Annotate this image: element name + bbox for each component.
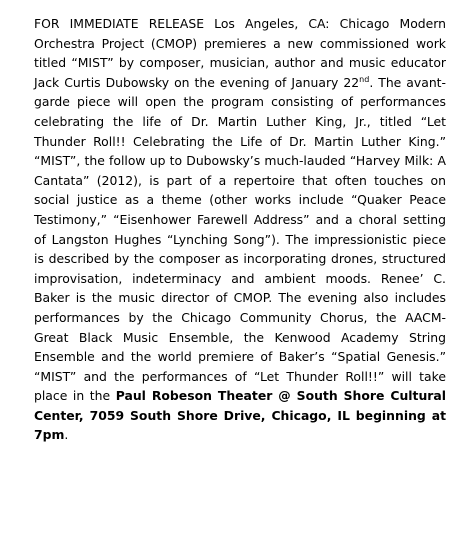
press-release-document	[34, 14, 446, 445]
date-ordinal-superscript: nd	[359, 74, 370, 84]
release-text-body: . The avant-garde piece will open the program consisting of performances celebrating the life of Dr. Martin Luther King, Jr., titled “Let Thunder Roll!! Celebrating the Life of Dr. Martin Luther King.” “MIST”, the follow up to Dubowsky’s much-lauded “Harvey Milk: A Cantata” (2012), is part of a repertoire that often touches on social justice as a theme (other works include “Quaker Peace Testimony,” “Eisenhower Farewell Address” and a choral setting of Langston Hughes “Lynching Song”). The impressionistic piece is described by the composer as incorporating drones, structured improvisation, indeterminacy and ambient moods. Renee’ C. Baker is the music director of CMOP. The evening also includes performances by the Chicago Community Chorus, the AACM-Great Black Music Ensemble, the Kenwood Academy String Ensemble and the world premiere of Baker’s “Spatial Genesis.” “MIST” and the performances of “Let Thunder Roll!!” will take place in the	[34, 74, 447, 404]
press-release-paragraph	[34, 14, 446, 445]
release-text-end: .	[64, 427, 69, 443]
venue-location-bold: Paul Robeson Theater @ South Shore Cultural Center, 7059 South Shore Drive, Chicago, IL beginning at 7pm	[34, 388, 446, 443]
release-text-intro: FOR IMMEDIATE RELEASE Los Angeles, CA: Chicago Modern Orchestra Project (CMOP) premieres a new commissioned work titled “MIST” by composer, musician, author and music educator Jack Curtis Dubowsky on the evening of January 22	[34, 16, 446, 90]
